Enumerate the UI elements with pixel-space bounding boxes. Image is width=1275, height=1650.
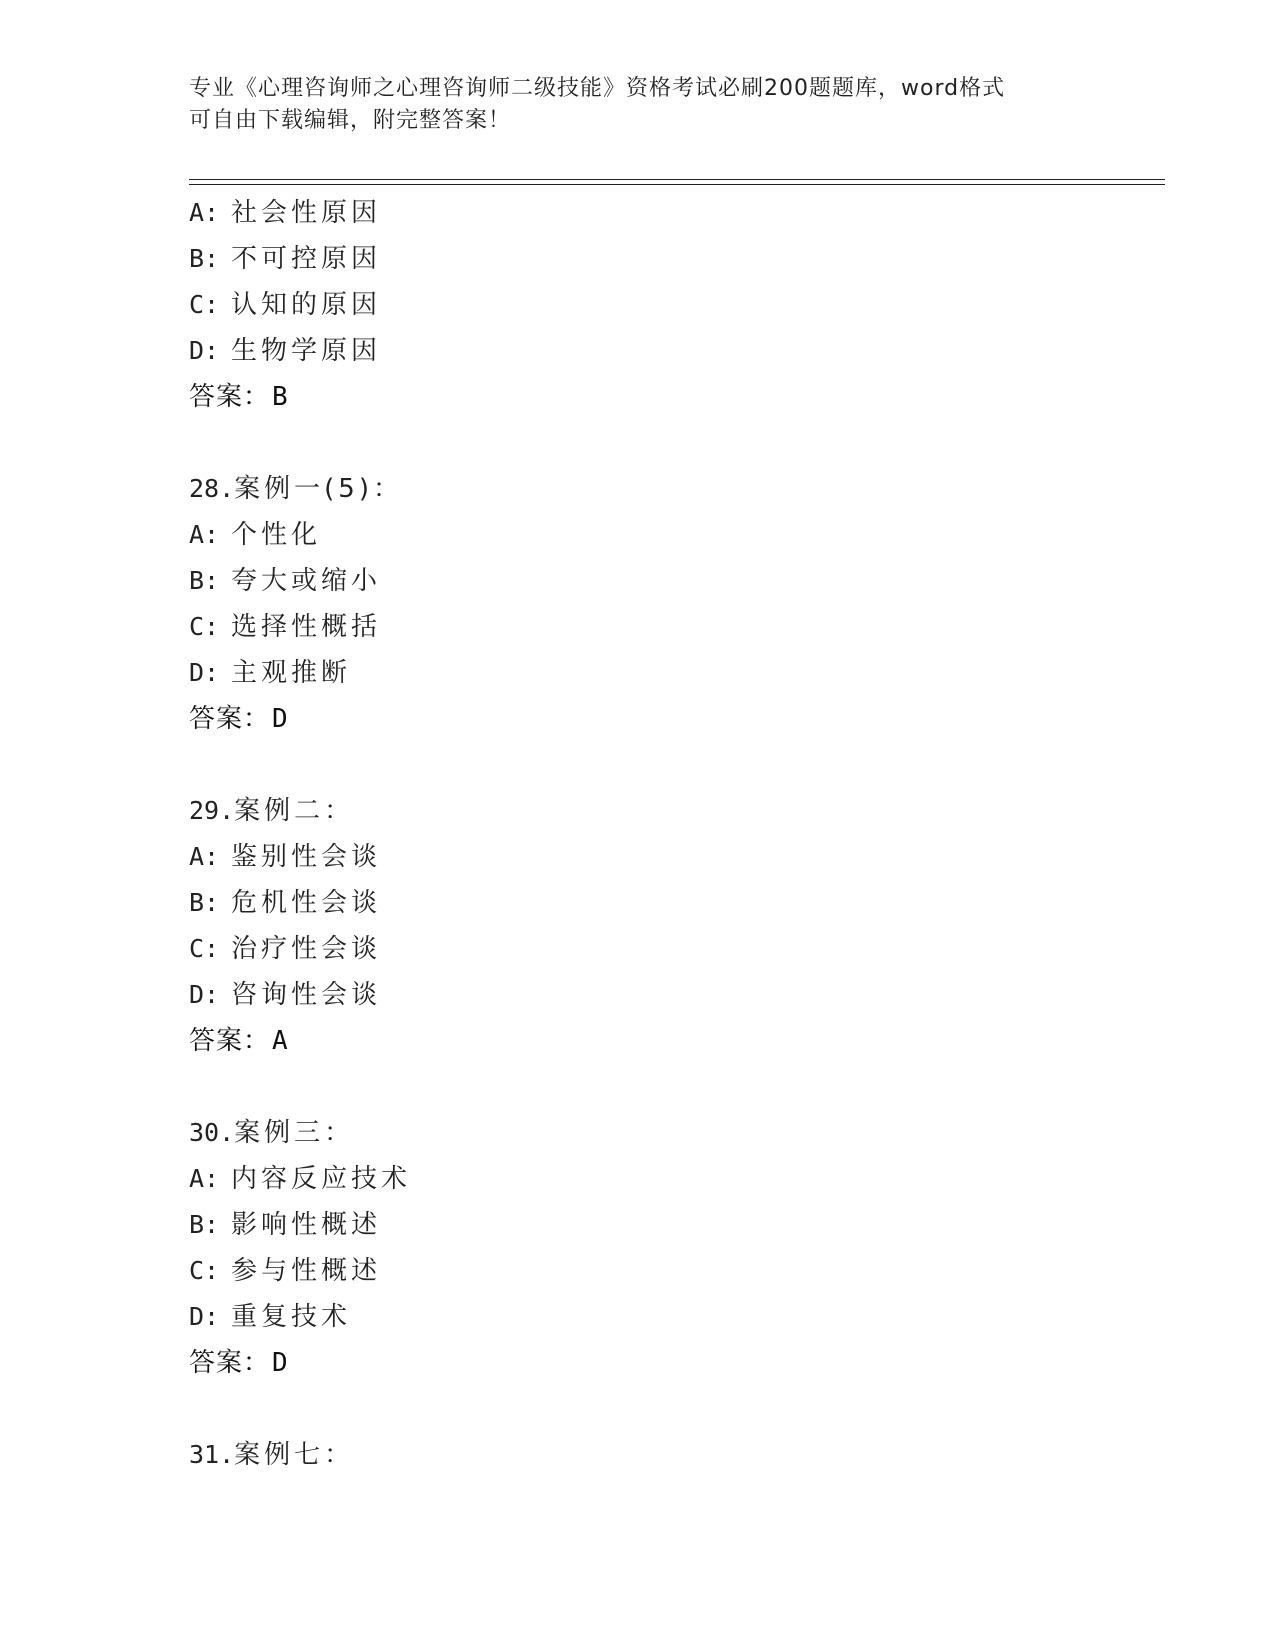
option-label: B: xyxy=(189,888,220,917)
question-heading xyxy=(189,466,1089,512)
option-row xyxy=(189,834,1089,880)
option-row xyxy=(189,282,1089,328)
option-label: A: xyxy=(189,198,220,227)
option-text: 治疗性会谈 xyxy=(231,934,382,964)
option-label: C: xyxy=(189,612,220,641)
option-text: 生物学原因 xyxy=(231,336,382,366)
header-line-1: 专业《心理咨询师之心理咨询师二级技能》资格考试必刷200题题库，word格式 xyxy=(189,76,1006,101)
answer-label: 答案： xyxy=(189,382,271,412)
option-text: 危机性会谈 xyxy=(231,888,382,918)
option-text: 选择性概括 xyxy=(231,612,382,642)
option-row xyxy=(189,604,1089,650)
option-label: D: xyxy=(189,336,220,365)
option-label: C: xyxy=(189,934,220,963)
option-row xyxy=(189,926,1089,972)
option-text: 主观推断 xyxy=(231,658,352,688)
answer-value: D xyxy=(272,704,289,734)
block-spacer xyxy=(189,742,1089,788)
option-row xyxy=(189,1294,1089,1340)
option-label: B: xyxy=(189,1210,220,1239)
block-spacer xyxy=(189,1064,1089,1110)
header-line-2: 可自由下载编辑，附完整答案！ xyxy=(189,108,512,133)
option-text: 社会性原因 xyxy=(231,198,382,228)
question-heading xyxy=(189,1432,1089,1478)
option-row xyxy=(189,558,1089,604)
answer-row xyxy=(189,696,1089,742)
option-label: C: xyxy=(189,1256,220,1285)
option-text: 个性化 xyxy=(231,520,322,550)
answer-row xyxy=(189,1018,1089,1064)
option-label: A: xyxy=(189,1164,220,1193)
option-label: B: xyxy=(189,244,220,273)
block-spacer xyxy=(189,1386,1089,1432)
block-spacer xyxy=(189,420,1089,466)
header-rule-bottom xyxy=(189,184,1165,185)
document-header xyxy=(189,73,1089,137)
option-text: 内容反应技术 xyxy=(231,1164,412,1194)
option-text: 认知的原因 xyxy=(231,290,382,320)
question-number: 30. xyxy=(189,1118,235,1147)
option-row xyxy=(189,1156,1089,1202)
header-rule-top xyxy=(189,179,1165,180)
answer-row xyxy=(189,374,1089,420)
question-text: 案例七： xyxy=(234,1440,355,1470)
question-text: 案例三： xyxy=(234,1118,355,1148)
question-text: 案例二： xyxy=(234,796,355,826)
option-row xyxy=(189,972,1089,1018)
option-text: 鉴别性会谈 xyxy=(231,842,382,872)
option-row xyxy=(189,190,1089,236)
option-label: C: xyxy=(189,290,220,319)
question-number: 29. xyxy=(189,796,235,825)
question-heading xyxy=(189,788,1089,834)
question-list xyxy=(189,190,1089,1478)
answer-value: A xyxy=(272,1026,289,1056)
option-row xyxy=(189,650,1089,696)
option-row xyxy=(189,1202,1089,1248)
question-number: 31. xyxy=(189,1440,235,1469)
answer-label: 答案： xyxy=(189,1026,271,1056)
question-number: 28. xyxy=(189,474,235,503)
option-row xyxy=(189,236,1089,282)
option-label: A: xyxy=(189,842,220,871)
option-label: B: xyxy=(189,566,220,595)
answer-value: B xyxy=(272,382,289,412)
option-text: 参与性概述 xyxy=(231,1256,382,1286)
option-row xyxy=(189,328,1089,374)
option-label: D: xyxy=(189,1302,220,1331)
option-label: D: xyxy=(189,980,220,1009)
answer-label: 答案： xyxy=(189,704,271,734)
option-text: 重复技术 xyxy=(231,1302,352,1332)
option-text: 影响性概述 xyxy=(231,1210,382,1240)
option-row xyxy=(189,512,1089,558)
option-text: 夸大或缩小 xyxy=(231,566,382,596)
question-heading xyxy=(189,1110,1089,1156)
answer-label: 答案： xyxy=(189,1348,271,1378)
option-label: D: xyxy=(189,658,220,687)
question-text: 案例一(5)： xyxy=(234,474,403,504)
answer-value: D xyxy=(272,1348,289,1378)
answer-row xyxy=(189,1340,1089,1386)
option-label: A: xyxy=(189,520,220,549)
option-text: 咨询性会谈 xyxy=(231,980,382,1010)
option-row xyxy=(189,880,1089,926)
option-text: 不可控原因 xyxy=(231,244,382,274)
option-row xyxy=(189,1248,1089,1294)
